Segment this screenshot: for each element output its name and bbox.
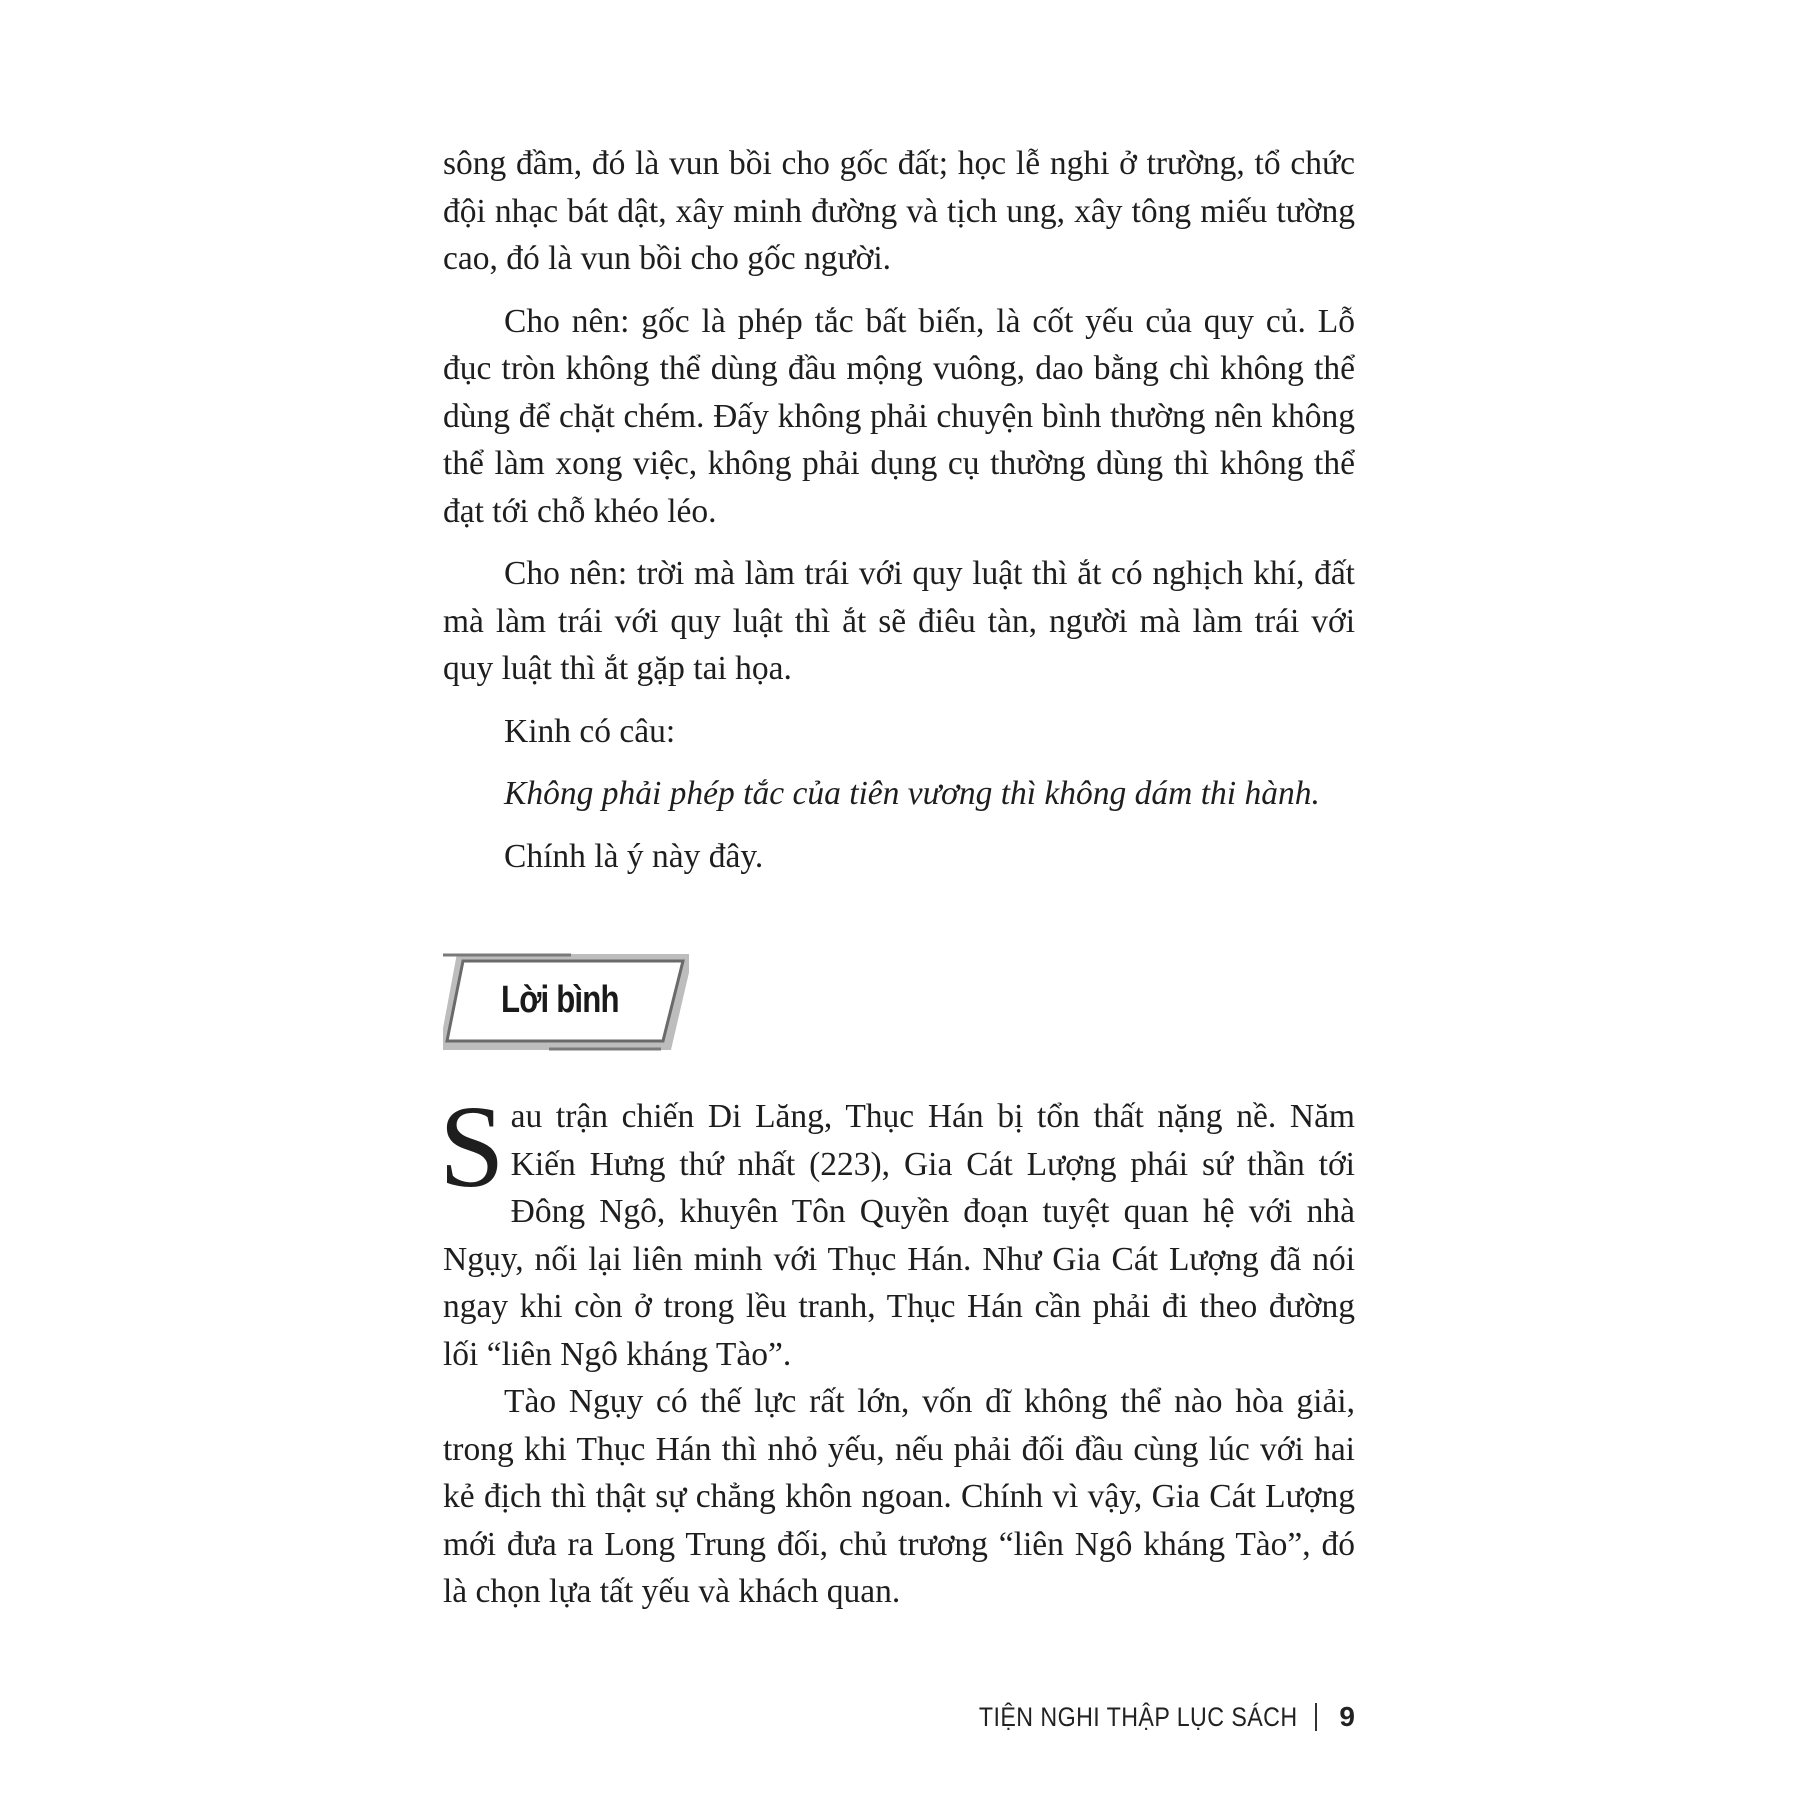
classic-quote: Không phải phép tắc của tiên vương thì không dám thi hành. <box>504 775 1320 812</box>
paragraph: Cho nên: trời mà làm trái với quy luật thì ắt có nghịch khí, đất mà làm trái với quy luật thì ắt sẽ điêu tàn, người mà làm trái với quy luật thì ắt gặp tai họa. <box>443 555 1355 687</box>
paragraph: Chính là ý này đây. <box>504 837 764 875</box>
paragraph-text: au trận chiến Di Lăng, Thục Hán bị tổn thất nặng nề. Năm Kiến Hưng thứ nhất (223), Gia Cát Lượng phái sứ thần tới Đông Ngô, khuyên Tôn Quyền đoạn tuyệt quan hệ với nhà Ngụy, nối lại liên minh với Thục Hán. Như Gia Cát Lượng đã nói ngay khi còn ở trong lều tranh, Thục Hán cần phải đi theo đường lối “liên Ngô kháng Tào”. <box>443 1098 1355 1373</box>
drop-cap: S <box>439 1081 505 1212</box>
footer-divider <box>1315 1703 1317 1731</box>
paragraph: Tào Ngụy có thế lực rất lớn, vốn dĩ không thể nào hòa giải, trong khi Thục Hán thì nhỏ yếu, nếu phải đối đầu cùng lúc với hai kẻ địch thì thật sự chẳng khôn ngoan. Chính vì vậy, Gia Cát Lượng mới đưa ra Long Trung đối, chủ trương “liên Ngô kháng Tào”, đó là chọn lựa tất yếu và khách quan. <box>443 1383 1355 1610</box>
main-text <box>443 140 1355 880</box>
running-title: TIỆN NGHI THẬP LỤC SÁCH <box>978 1701 1298 1732</box>
paragraph: Kinh có câu: <box>504 712 676 750</box>
section-heading-label: Lời bình <box>501 979 619 1021</box>
commentary-text <box>439 1081 1355 1616</box>
section-heading <box>443 953 689 1053</box>
paragraph: Cho nên: gốc là phép tắc bất biến, là cốt yếu của quy củ. Lỗ đục tròn không thể dùng đầu mộng vuông, dao bằng chì không thể dùng để chặt chém. Đấy không phải chuyện bình thường nên không thể làm xong việc, không phải dụng cụ thường dùng thì không thể đạt tới chỗ khéo léo. <box>443 302 1355 530</box>
page-number: 9 <box>1339 1701 1355 1732</box>
paragraph: sông đầm, đó là vun bồi cho gốc đất; học lễ nghi ở trường, tổ chức đội nhạc bát dật, xây minh đường và tịch ung, xây tông miếu tường cao, đó là vun bồi cho gốc người. <box>443 145 1355 277</box>
page-footer <box>927 1701 1355 1733</box>
paragraph <box>439 1081 1355 1378</box>
